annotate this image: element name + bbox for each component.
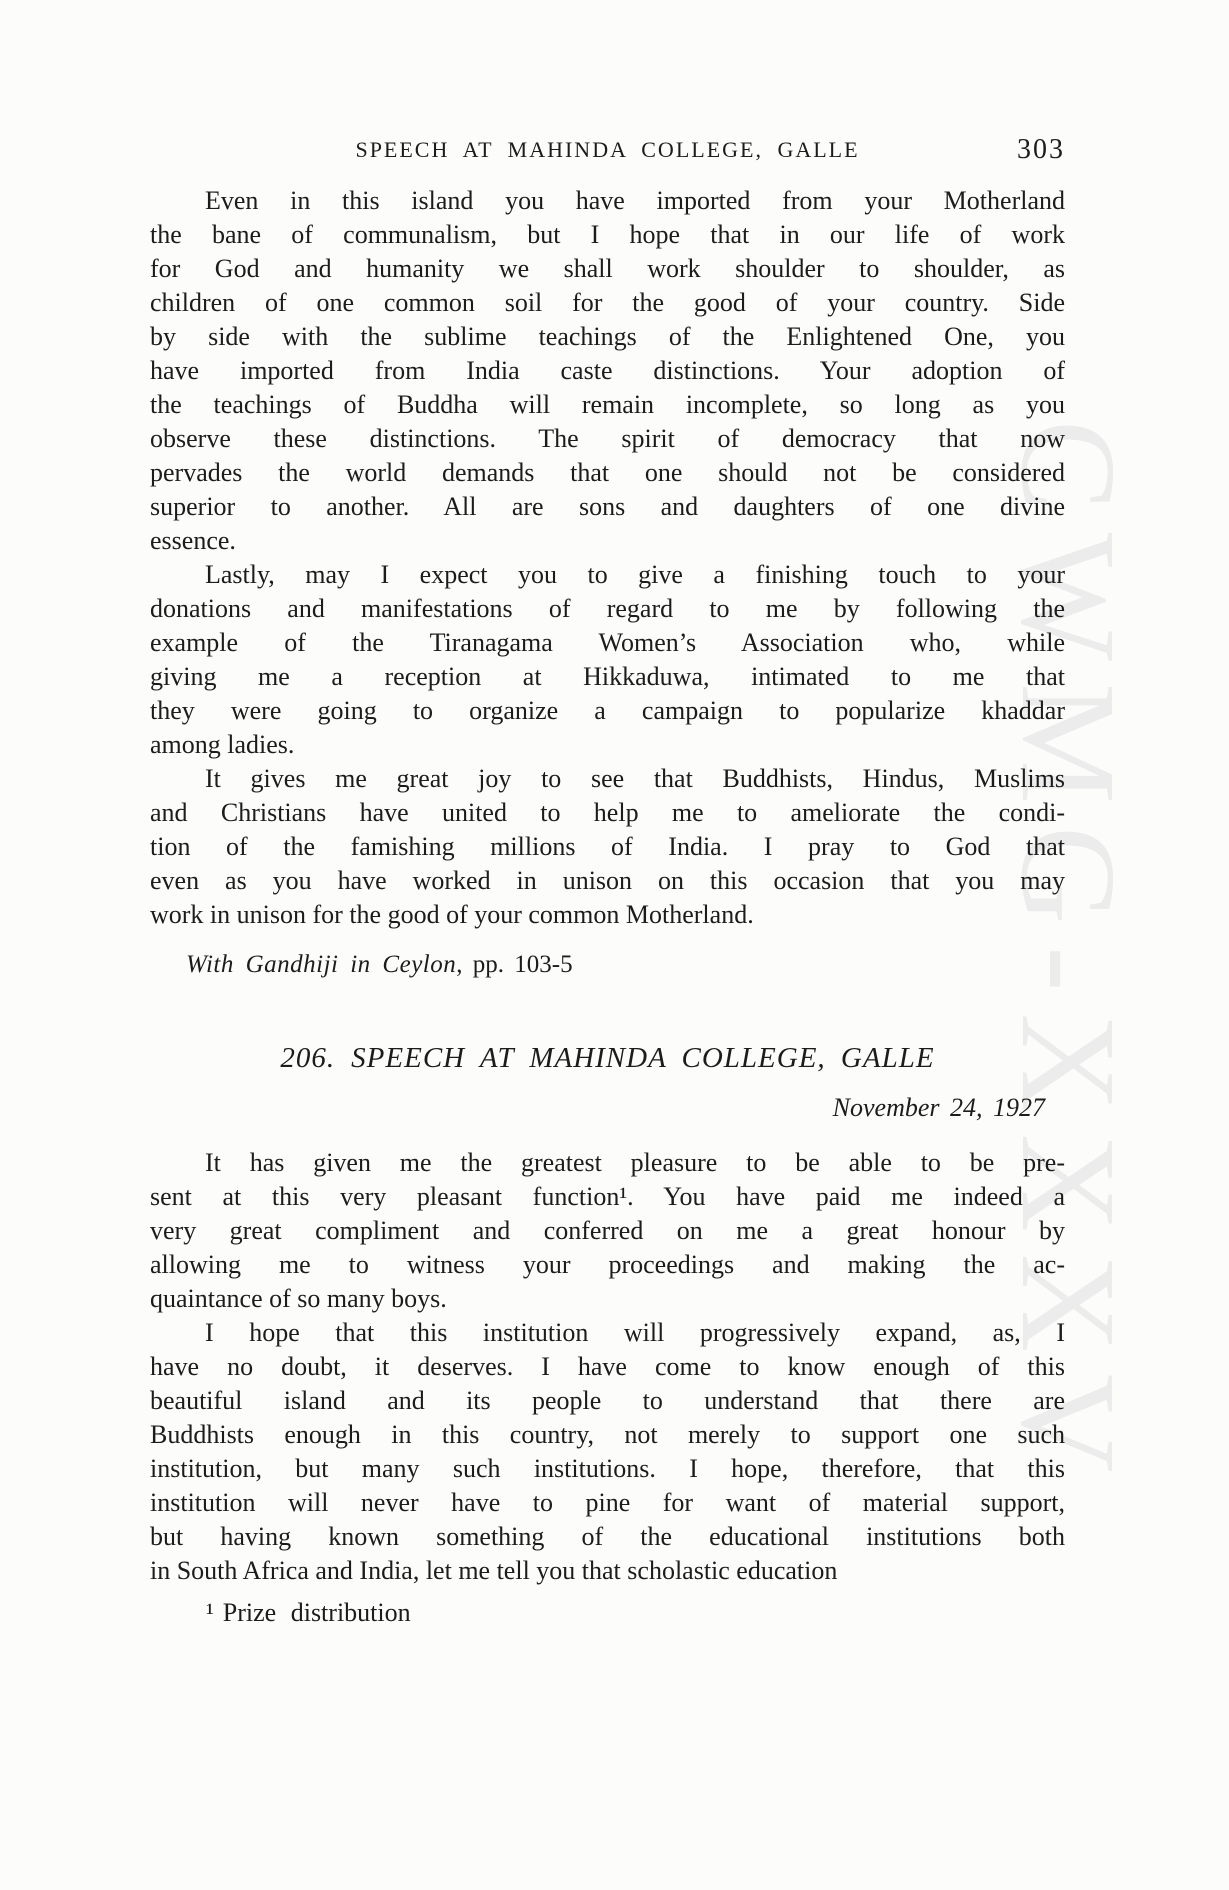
text-line: pervades the world demands that one should not be considered	[150, 458, 1065, 487]
text-line: Lastly, may I expect you to give a finishing touch to your	[205, 560, 1065, 589]
source-pages: , pp. 103-5	[456, 951, 573, 978]
text-line: and Christians have united to help me to ameliorate the condi-	[150, 798, 1065, 827]
footnote-marker: ¹	[206, 1598, 214, 1627]
article-number: 206.	[280, 1042, 336, 1074]
paragraph	[150, 184, 1065, 558]
source-work-title: With Gandhiji in Ceylon	[186, 951, 457, 978]
text-line: example of the Tiranagama Women’s Association who, while	[150, 628, 1065, 657]
text-line: It has given me the greatest pleasure to be able to be pre-	[205, 1148, 1065, 1177]
text-line: even as you have worked in unison on this occasion that you may	[150, 866, 1065, 895]
text-line: in South Africa and India, let me tell you that scholastic education	[150, 1556, 838, 1585]
text-line: Even in this island you have imported from your Motherland	[205, 186, 1065, 215]
text-line: institution will never have to pine for want of material support,	[150, 1488, 1065, 1517]
text-line: beautiful island and its people to understand that there are	[150, 1386, 1065, 1415]
text-line: essence.	[150, 526, 236, 555]
text-line: observe these distinctions. The spirit of democracy that now	[150, 424, 1065, 453]
text-line: the bane of communalism, but I hope that in our life of work	[150, 220, 1065, 249]
text-line: by side with the sublime teachings of the Enlightened One, you	[150, 322, 1065, 351]
paragraph	[150, 762, 1065, 932]
date-line: November 24, 1927	[832, 1093, 1045, 1122]
paragraph	[150, 1146, 1065, 1316]
text-line: giving me a reception at Hikkaduwa, intimated to me that	[150, 662, 1065, 691]
text-line: the teachings of Buddha will remain incomplete, so long as you	[150, 390, 1065, 419]
text-line: Buddhists enough in this country, not merely to support one such	[150, 1420, 1065, 1449]
text-line: have imported from India caste distinctions. Your adoption of	[150, 356, 1065, 385]
footnote	[206, 1596, 411, 1630]
text-line: allowing me to witness your proceedings and making the ac-	[150, 1250, 1065, 1279]
source-citation	[186, 948, 573, 982]
text-line: very great compliment and conferred on me a great honour by	[150, 1216, 1065, 1245]
footnote-text: Prize distribution	[222, 1598, 411, 1627]
article-title: SPEECH AT MAHINDA COLLEGE, GALLE	[351, 1042, 935, 1074]
speech-body-top	[150, 184, 1065, 932]
text-line: but having known something of the educational institutions both	[150, 1522, 1065, 1551]
text-line: have no doubt, it deserves. I have come to know enough of this	[150, 1352, 1065, 1381]
paragraph	[150, 1316, 1065, 1588]
paragraph	[150, 558, 1065, 762]
article-heading	[150, 1040, 1065, 1076]
text-line: institution, but many such institutions. I hope, therefore, that this	[150, 1454, 1065, 1483]
text-line: superior to another. All are sons and daughters of one divine	[150, 492, 1065, 521]
text-line: tion of the famishing millions of India. I pray to God that	[150, 832, 1065, 861]
speech-body-bottom	[150, 1146, 1065, 1588]
page-number: 303	[1017, 134, 1065, 165]
text-line: quaintance of so many boys.	[150, 1284, 447, 1313]
text-line: for God and humanity we shall work shoulder to shoulder, as	[150, 254, 1065, 283]
text-line: children of one common soil for the good of your country. Side	[150, 288, 1065, 317]
text-line: donations and manifestations of regard to me by following the	[150, 594, 1065, 623]
running-head	[150, 134, 1065, 166]
text-line: sent at this very pleasant function¹. You have paid me indeed a	[150, 1182, 1065, 1211]
text-line: I hope that this institution will progressively expand, as, I	[205, 1318, 1065, 1347]
spine-watermark-text: CWMG-XXXV	[993, 420, 1143, 1495]
text-line: It gives me great joy to see that Buddhists, Hindus, Muslims	[205, 764, 1065, 793]
text-line: work in unison for the good of your common Motherland.	[150, 900, 754, 929]
running-head-title: SPEECH AT MAHINDA COLLEGE, GALLE	[355, 137, 860, 162]
text-line: they were going to organize a campaign to popularize khaddar	[150, 696, 1065, 725]
text-line: among ladies.	[150, 730, 295, 759]
